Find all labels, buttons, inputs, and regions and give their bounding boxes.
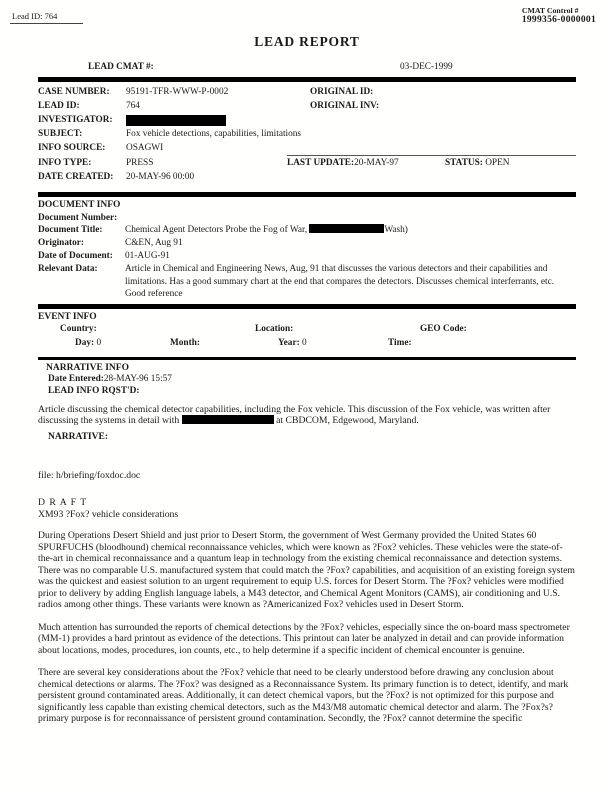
intro-text-before: Article discussing the chemical detector capabilities, including the Fox vehicle. This discussion of the Fox vehicle, was written after discussing the systems in detail with: [38, 403, 551, 427]
country-label: Country:: [60, 324, 97, 335]
last-update-status-group: [287, 155, 576, 170]
document-title-value: [125, 224, 576, 236]
section-divider-bar-document: [38, 192, 576, 197]
narrative-intro-paragraph: [38, 404, 576, 427]
case-number-value: 95191-TFR-WWW-P-0002: [126, 87, 229, 97]
info-type-label: INFO TYPE:: [38, 158, 92, 168]
narrative-info-title: NARRATIVE INFO: [46, 362, 129, 373]
date-of-document-value: 01-AUG-91: [125, 251, 170, 262]
date-of-document-label: Date of Document:: [38, 251, 113, 262]
geo-code-label: GEO Code:: [420, 324, 467, 335]
info-type-value: PRESS: [126, 158, 154, 168]
subject-row: [38, 127, 576, 141]
lead-info-rqstd-row: [38, 385, 576, 398]
document-title-text-after: Wash): [384, 225, 408, 236]
year-label: Year:: [278, 338, 300, 349]
file-reference-line: file: h/briefing/foxdoc.doc: [38, 469, 141, 481]
day-field: [75, 338, 101, 348]
document-title-redaction-box: [309, 224, 384, 233]
document-title-label: Document Title:: [38, 225, 103, 236]
last-update-field: [287, 156, 445, 170]
location-label: Location:: [255, 324, 294, 335]
last-update-label: LAST UPDATE:: [287, 158, 355, 168]
year-field: [278, 338, 307, 348]
document-number-row: [38, 212, 576, 224]
event-info-title: EVENT INFO: [38, 312, 97, 323]
section-divider-bar-narrative: [38, 357, 576, 360]
lead-cmat-date: 03-DEC-1999: [400, 62, 453, 72]
original-inv-label: ORIGINAL INV:: [310, 101, 380, 111]
case-number-label: CASE NUMBER:: [38, 87, 110, 97]
date-created-label: DATE CREATED:: [38, 172, 114, 182]
relevant-data-value: Article in Chemical and Engineering News, Aug, 91 that discusses the various detectors and their capabilities and limitations. Has a good summary chart at the end that compares the detectors. Discusses chemical interferrants, etc. Good reference: [125, 264, 555, 299]
narrative-paragraph-1: During Operations Desert Shield and just prior to Desert Storm, the government of West Germany provided the United States 60 SPURFUCHS (bloodhound) chemical reconnaissance vehicles, which were known as ?Fox? vehicles. These vehicles were the state-of-the-art in chemical reconnaissance and a quantum leap in technology from the existing chemical reconnaissance and detection systems. There was no comparable U.S. manufactured system that could match the ?Fox? capabilities, and acquisition of an existing foreign system was the quickest and easiest solution to an urgent requirement to equip U.S. forces for Desert Storm. The ?Fox? vehicles were modified prior to delivery by adding English language labels, a M43 detector, and Chemical Agent Monitors (CAMS), air conditioning and U.S. radios among other things. These variants were known as ?Americanized Fox? vehicles used in Desert Storm.: [38, 530, 575, 611]
originator-label: Originator:: [38, 238, 84, 249]
info-type-row: [38, 155, 576, 170]
info-source-row: [38, 141, 576, 155]
lead-id-value: 764: [126, 101, 140, 111]
status-value: OPEN: [485, 158, 510, 168]
subject-label: SUBJECT:: [38, 129, 83, 139]
investigator-label: INVESTIGATOR:: [38, 115, 113, 125]
year-value: 0: [302, 338, 307, 349]
info-source-value: OSAGWI: [126, 143, 164, 153]
lead-id-corner: Lead ID: 764: [10, 10, 83, 24]
narrative-paragraph-3: There are several key considerations about the ?Fox? vehicle that need to be clearly understood before drawing any conclusion about chemical detections or alarms. The ?Fox? was designed as a Reconnaissance System. Its primary function is to detect, identify, and mark persistent ground contaminated areas. Additionally, it can detect chemical vapors, but the ?Fox? is not optimized for this purpose and significantly less capable than existing chemical detectors, such as the M43/M8 automatic chemical detector and alarm. The ?Fox?s? primary purpose is for reconnaissance of persistent ground contamination. Secondly, the ?Fox? cannot determine the specific: [38, 667, 569, 725]
originator-row: [38, 237, 576, 249]
narrative-info-section: [38, 363, 576, 725]
draft-line: D R A F T: [38, 497, 88, 509]
month-label: Month:: [170, 338, 200, 349]
date-created-row: [38, 170, 576, 184]
case-number-row: [38, 85, 576, 99]
document-title-text-before: Chemical Agent Detectors Probe the Fog of War,: [125, 225, 310, 236]
considerations-line: XM93 ?Fox? vehicle considerations: [38, 508, 179, 520]
section-divider-bar-top: [38, 77, 576, 82]
case-info-section: [38, 85, 576, 184]
document-title-row: [38, 224, 576, 236]
info-source-label: INFO SOURCE:: [38, 143, 106, 153]
investigator-redaction-box: [126, 115, 226, 126]
event-info-section: [38, 311, 576, 351]
document-info-section: [38, 199, 576, 300]
section-divider-bar-event: [38, 304, 576, 309]
day-value: 0: [96, 338, 102, 349]
status-label: STATUS:: [445, 158, 483, 168]
investigator-row: [38, 113, 576, 127]
date-entered-row: [38, 373, 576, 386]
intro-redaction-box: [182, 415, 274, 424]
subject-value: Fox vehicle detections, capabilities, limitations: [126, 129, 302, 139]
document-number-label: Document Number:: [38, 212, 118, 223]
cmat-control-label: CMAT Control #: [521, 6, 579, 15]
day-label: Day:: [75, 338, 95, 349]
lead-cmat-label: LEAD CMAT #:: [88, 62, 154, 72]
lead-cmat-row: [38, 62, 576, 75]
cmat-control-number: 1999356-0000001: [521, 15, 596, 25]
time-label: Time:: [388, 338, 412, 349]
date-entered-value: 28-MAY-96 15:57: [103, 373, 172, 384]
status-field: [445, 156, 510, 170]
date-of-document-row: [38, 250, 576, 262]
originator-value: C&EN, Aug 91: [125, 238, 183, 249]
last-update-value: 20-MAY-97: [354, 158, 399, 168]
relevant-data-row: [38, 263, 576, 300]
date-created-value: 20-MAY-96 00:00: [126, 172, 195, 182]
lead-id-row: [38, 99, 576, 113]
relevant-data-label: Relevant Data:: [38, 264, 98, 275]
report-title: LEAD REPORT: [254, 34, 360, 49]
intro-text-after: at CBDCOM, Edgewood, Maryland.: [273, 415, 419, 427]
event-location-row: [38, 324, 576, 337]
lead-id-label: LEAD ID:: [38, 101, 80, 111]
event-date-row: [38, 338, 576, 351]
narrative-paragraph-2: Much attention has surrounded the reports of chemical detections by the ?Fox? vehicles, especially since the on-board mass spectrometer (MM-1) provides a hard printout as evidence of the detections. This printout can later be analyzed in detail and can provide information about locations, modes, procedures, ion counts, etc., to help determine if a specific incident of chemical encounter is genuine.: [38, 621, 570, 656]
narrative-label: NARRATIVE:: [48, 431, 108, 442]
document-body: [38, 0, 576, 725]
date-entered-label: Date Entered:: [48, 373, 104, 384]
lead-info-rqstd-label: LEAD INFO RQST'D:: [48, 386, 140, 397]
original-id-label: ORIGINAL ID:: [310, 87, 374, 97]
document-info-title: DOCUMENT INFO: [38, 200, 121, 210]
